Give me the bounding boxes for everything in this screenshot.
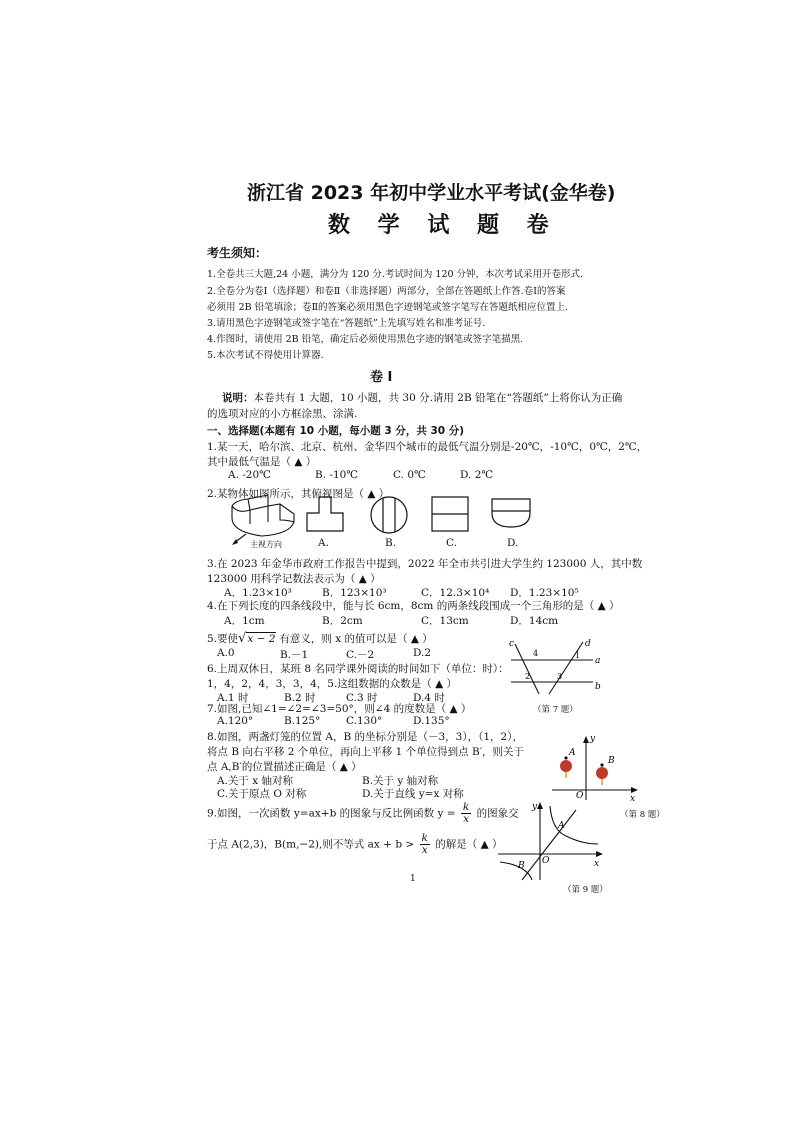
- q2-option-a: A.: [318, 537, 329, 549]
- q4-option-b: B．2cm: [322, 615, 363, 627]
- q9-line2-pre: 于点 A(2,3)，B(m,−2),则不等式 ax + b >: [207, 838, 415, 851]
- q2-option-b-figure: [369, 495, 409, 535]
- q9-line1-pre: 9.如图，一次函数 y=ax+b 的图象与反比例函数 y =: [207, 807, 456, 820]
- q6-option-c: C.3 时: [346, 692, 378, 704]
- volume-header: 卷 Ⅰ: [370, 370, 393, 385]
- q7-label-2: 2: [525, 672, 531, 681]
- notice-item: 3.请用黑色字迹钢笔或签字笔在“答题纸”上先填写姓名和准考证号.: [207, 318, 486, 329]
- q7-option-c: C.130°: [346, 715, 383, 727]
- q2-option-c: C.: [446, 537, 457, 549]
- page-number: 1: [410, 874, 416, 884]
- explanation-label: 说明：: [222, 392, 254, 404]
- q7-option-d: D.135°: [413, 715, 450, 727]
- q8-line2: 将点 B 向右平移 2 个单位，再向上平移 1 个单位得到点 B′，则关于: [207, 746, 525, 758]
- q9-label-o: O: [542, 856, 550, 866]
- q8-label-o: O: [576, 791, 584, 801]
- q5-option-d: D.2: [413, 647, 432, 659]
- q8-line3: 点 A,B′的位置描述正确是（ ▲ ）: [207, 761, 362, 773]
- q1-option-b: B. -10℃: [315, 469, 359, 481]
- q8-option-a: A.关于 x 轴对称: [217, 775, 294, 787]
- q3-option-c: C．12.3×10⁴: [421, 587, 490, 599]
- q9-frac2-num: k: [421, 832, 428, 844]
- q7-label-a: a: [595, 656, 601, 666]
- q7-label-b: b: [595, 682, 601, 692]
- q7-label-4: 4: [533, 649, 539, 658]
- q8-label-y: y: [590, 734, 596, 744]
- q9-frac-num: k: [462, 801, 470, 813]
- sqrt-sign: √: [238, 631, 247, 646]
- q9-frac-2: [420, 833, 430, 856]
- q8-label-a: A: [569, 748, 576, 758]
- q3-line2: 123000 用科学记数法表示为（ ▲ ）: [207, 573, 381, 585]
- q4-option-a: A．1cm: [224, 615, 265, 627]
- q5-option-a: A.0: [217, 647, 235, 659]
- q3-line1: 3.在 2023 年金华市政府工作报告中提到，2022 年全市共引进大学生约 123000 人，其中数: [207, 558, 643, 570]
- q7-option-b: B.125°: [284, 715, 321, 727]
- q9-figure: [494, 800, 604, 882]
- q8-option-d: D.关于直线 y=x 对称: [362, 788, 464, 800]
- q9-frac-1: [461, 802, 471, 825]
- q5-option-c: C.－2: [346, 649, 375, 661]
- q1-option-d: D. 2℃: [460, 469, 494, 481]
- q2-option-d-figure: [490, 497, 532, 529]
- page-title: 浙江省 2023 年初中学业水平考试(金华卷): [247, 182, 616, 204]
- q2-option-d: D.: [507, 537, 519, 549]
- q1-option-c: C. 0℃: [393, 469, 426, 481]
- q2-option-b: B.: [385, 537, 397, 549]
- q5-pre: 5.要使: [207, 633, 239, 645]
- q2-stem: 2.某物体如图所示，其俯视图是（ ▲ ）: [207, 488, 390, 500]
- q5-option-b: B.－1: [280, 649, 309, 661]
- q6-line1: 6.上周双休日，某班 8 名同学课外阅读的时间如下（单位：时）：: [207, 663, 509, 675]
- section-header: 一、选择题(本题有 10 小题，每小题 3 分，共 30 分): [207, 425, 465, 437]
- q7-label-c: c: [509, 639, 515, 649]
- explanation-line1: 本卷共有 1 大题，10 小题，共 30 分.请用 2B 铅笔在“答题纸”上将你认为正确: [253, 392, 623, 404]
- view-direction-arrow: [230, 532, 250, 546]
- q3-option-b: B．123×10³: [322, 587, 387, 599]
- q7-label-d: d: [585, 639, 591, 649]
- q8-option-c: C.关于原点 O 对称: [217, 788, 307, 800]
- notice-item: 5.本次考试不得使用计算器.: [207, 350, 324, 361]
- q4-option-d: D．14cm: [510, 615, 559, 627]
- q7-figure-caption: （第 7 题）: [533, 705, 578, 715]
- notice-item: 1.全卷共三大题,24 小题，满分为 120 分.考试时间为 120 分钟，本次考试采用开卷形式.: [207, 269, 584, 280]
- q1-line1: 1.某一天，哈尔滨、北京、杭州、金华四个城市的最低气温分别是-20℃，-10℃，0℃，2℃，: [207, 441, 648, 453]
- page-subtitle: 数 学 试 题 卷: [328, 213, 559, 238]
- notice-item: 必须用 2B 铅笔填涂；卷Ⅱ的答案必须用黑色字迹钢笔或签字笔写在答题纸相应位置上.: [207, 302, 569, 313]
- q6-option-b: B.2 时: [284, 692, 316, 704]
- q8-figure: [548, 732, 638, 802]
- q8-label-b: B: [608, 756, 615, 766]
- q9-label-y: y: [532, 802, 538, 812]
- q9-label-x: x: [594, 859, 600, 869]
- q9-line1-post: 的图象交: [476, 807, 519, 820]
- q3-option-d: D．1.23×10⁵: [510, 587, 579, 599]
- notice-heading: 考生须知：: [207, 246, 268, 260]
- q5-stem: [207, 631, 433, 646]
- q5-radicand: x − 2: [247, 633, 276, 645]
- q5-post: 有意义，则 x 的值可以是（ ▲ ）: [279, 633, 433, 645]
- q4-option-c: C．13cm: [421, 615, 469, 627]
- q8-option-b: B.关于 y 轴对称: [362, 775, 439, 787]
- q3-option-a: A．1.23×10³: [224, 587, 292, 599]
- q7-stem: 7.如图,已知∠1=∠2=∠3=50°，则∠4 的度数是（ ▲ ）: [207, 703, 472, 715]
- q6-option-a: A.1 时: [217, 692, 249, 704]
- q2-option-a-figure: [305, 495, 345, 533]
- q8-figure-caption: （第 8 题）: [620, 810, 665, 820]
- q9-frac-den: x: [463, 813, 470, 825]
- q4-stem: 4.在下列长度的四条线段中，能与长 6cm，8cm 的两条线段围成一个三角形的是（ ▲ ）: [207, 600, 620, 612]
- explanation-line2: 的选项对应的小方框涂黑、涂满.: [207, 408, 358, 420]
- q7-option-a: A.120°: [217, 715, 254, 727]
- explanation: [222, 390, 622, 405]
- q6-line2: 1，4，2，4，3，3，4，5.这组数据的众数是（ ▲ ）: [207, 678, 458, 690]
- q6-option-d: D.4 时: [413, 692, 445, 704]
- q1-option-a: A. -20℃: [228, 469, 271, 481]
- q2-view-label: 主视方向: [250, 540, 282, 549]
- q1-line2: 其中最低气温是（ ▲ ）: [207, 456, 317, 468]
- notice-item: 4.作图时，请使用 2B 铅笔，确定后必须使用黑色字迹的钢笔或签字笔描黑.: [207, 334, 524, 345]
- q9-figure-caption: （第 9 题）: [563, 885, 608, 895]
- q7-label-1: 1: [575, 651, 581, 660]
- q7-label-3: 3: [557, 672, 563, 681]
- q9-line2-post: 的解是（ ▲ ）: [435, 838, 503, 851]
- q8-label-x: x: [630, 794, 636, 804]
- q8-line1: 8.如图，两盏灯笼的位置 A，B 的坐标分别是（－3，3），（1，2），: [207, 731, 523, 743]
- q9-label-b: B: [518, 861, 525, 871]
- q9-line1: [207, 802, 519, 825]
- q9-label-a: A: [558, 821, 565, 831]
- q2-option-c-figure: [430, 495, 470, 533]
- notice-item: 2.全卷分为卷Ⅰ（选择题）和卷Ⅱ（非选择题）两部分，全部在答题纸上作答.卷Ⅰ的答案: [207, 286, 566, 297]
- q7-figure: [505, 636, 605, 696]
- q9-line2: [207, 833, 503, 856]
- q9-frac2-den: x: [421, 844, 428, 856]
